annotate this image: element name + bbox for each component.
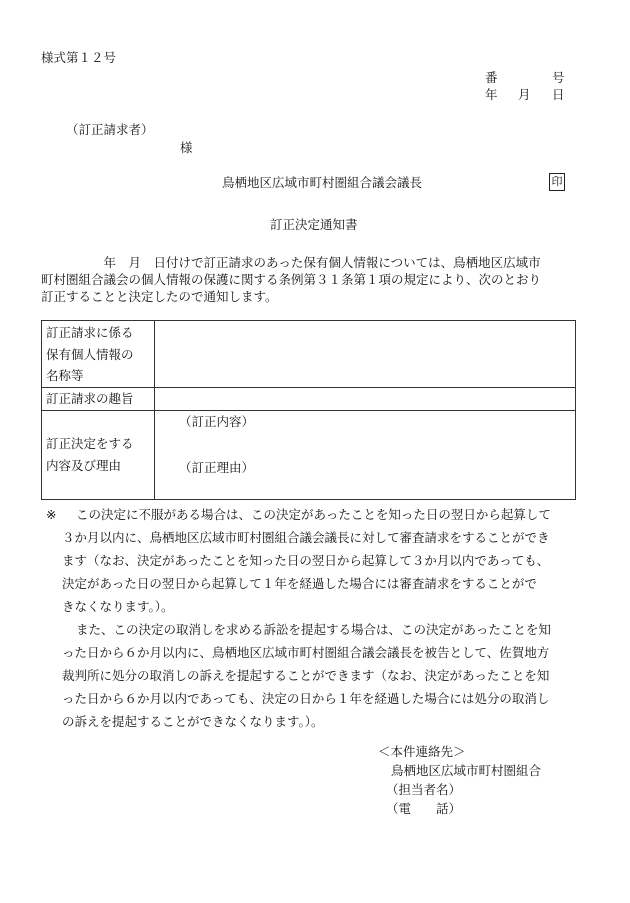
row1-header bbox=[42, 321, 155, 388]
notice-line: きなくなります。）。 bbox=[62, 599, 174, 614]
document-title: 訂正決定通知書 bbox=[270, 217, 358, 232]
row2-value bbox=[155, 388, 576, 411]
notice-line: 決定があった日の翌日から起算して１年を経過した場合には審査請求をすることがで bbox=[62, 576, 537, 591]
body-line: 町村圏組合議会の個人情報の保護に関する条例第３１条第１項の規定により、次のとおり bbox=[41, 272, 542, 287]
table-row bbox=[42, 321, 576, 388]
notice-line: この決定に不服がある場合は、この決定があったことを知った日の翌日から起算して bbox=[76, 507, 551, 522]
contact-org: 鳥栖地区広域市町村圏組合 bbox=[391, 763, 542, 778]
notice-line: 裁判所に処分の取消しの訴えを提起することができます（なお、決定があったことを知 bbox=[62, 668, 550, 683]
notice-line: った日から６か月以内であっても、決定の日から１年を経過した場合には処分の取消し bbox=[62, 691, 550, 706]
body-line: 訂正することと決定したので通知します。 bbox=[41, 289, 278, 304]
document-number-label: 番 bbox=[485, 70, 498, 85]
notice-line: ３か月以内に、鳥栖地区広域市町村圏組合議会議長に対して審査請求をすることができ bbox=[62, 530, 550, 545]
row1-value bbox=[155, 321, 576, 388]
row3-header bbox=[42, 410, 155, 499]
notice-line: また、この決定の取消しを求める訴訟を提起する場合は、この決定があったことを知 bbox=[76, 622, 551, 637]
notice-line: の訴えを提起することができなくなります。）。 bbox=[62, 714, 324, 729]
row2-header bbox=[42, 388, 155, 411]
row1-header-line: 保有個人情報の bbox=[46, 346, 134, 362]
notice-line: った日から６か月以内に、鳥栖地区広域市町村圏組合議会議長を被告として、佐賀地方 bbox=[62, 645, 550, 660]
seal-mark: 印 bbox=[549, 173, 565, 191]
row3-header-line: 内容及び理由 bbox=[46, 457, 122, 473]
table-row bbox=[42, 388, 576, 411]
body-line: 年 月 日付けで訂正請求のあった保有個人情報については、鳥栖地区広域市 bbox=[41, 255, 541, 270]
row3-header-line: 訂正決定をする bbox=[46, 435, 134, 451]
date-month: 月 bbox=[518, 87, 531, 102]
row1-header-line: 名称等 bbox=[46, 368, 84, 384]
recipient-honorific: 様 bbox=[180, 140, 193, 155]
row3-content-label: （訂正内容） bbox=[179, 413, 255, 429]
notice-mark: ※ bbox=[46, 507, 57, 522]
table-row bbox=[42, 410, 576, 499]
row3-value bbox=[155, 410, 576, 499]
date-year: 年 bbox=[485, 87, 498, 102]
contact-person: （担当者名） bbox=[386, 782, 462, 797]
date-day: 日 bbox=[552, 87, 565, 102]
sender-name: 鳥栖地区広域市町村圏組合議会議長 bbox=[222, 175, 423, 190]
correction-table bbox=[41, 320, 576, 500]
form-number: 様式第１２号 bbox=[41, 50, 117, 65]
contact-heading: ＜本件連絡先＞ bbox=[378, 744, 466, 759]
recipient-label: （訂正請求者） bbox=[66, 122, 154, 137]
row3-reason-label: （訂正理由） bbox=[179, 460, 255, 476]
row2-header-text: 訂正請求の趣旨 bbox=[46, 391, 134, 407]
contact-phone: （電 話） bbox=[386, 801, 462, 816]
document-number-suffix: 号 bbox=[552, 70, 565, 85]
notice-line: ます（なお、決定があったことを知った日の翌日から起算して３か月以内であっても、 bbox=[62, 553, 550, 568]
row1-header-line: 訂正請求に係る bbox=[46, 325, 134, 340]
